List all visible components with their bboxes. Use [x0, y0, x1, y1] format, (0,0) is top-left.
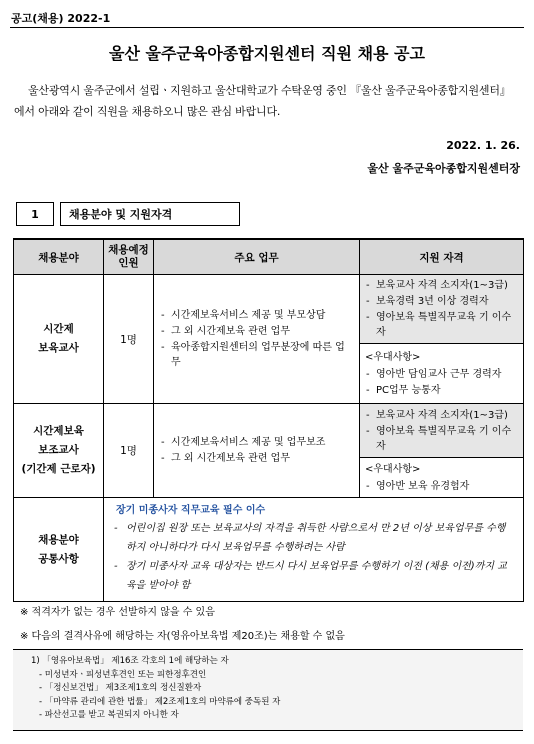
table-row — [14, 275, 524, 344]
list-item: - 육아종합지원센터의 업무분장에 따른 업무 — [160, 340, 353, 370]
table-row — [14, 404, 524, 458]
note-disqualification: ※ 다음의 결격사유에 해당하는 자(영유아보육법 제20조)는 채용할 수 없음 — [20, 631, 345, 642]
count-cell: 1명 — [104, 404, 154, 498]
disqualification-heading: 1) 「영유아보육법」 제16조 각호의 1에 해당하는 자 — [31, 656, 229, 666]
list-item: - PC업무 능통자 — [365, 383, 518, 398]
list-item: - 시간제보육서비스 제공 및 업무보조 — [160, 435, 353, 450]
recruitment-table — [13, 238, 524, 602]
list-item: - 장기 미종사자 교육 대상자는 반드시 다시 보육업무를 수행하기 이전 (채용 이전)까지 교육을 받아야 함 — [112, 557, 515, 595]
section-title: 채용분야 및 지원자격 — [60, 202, 240, 226]
list-item: - 그 외 시간제보육 관련 업무 — [160, 324, 353, 339]
duties-cell — [154, 275, 360, 404]
header-duties: 주요 업무 — [154, 239, 360, 275]
preferred-qualifications-cell — [360, 458, 524, 498]
required-qualifications-cell — [360, 404, 524, 458]
intro-paragraph: 울산광역시 울주군에서 설립ㆍ지원하고 울산대학교가 수탁운영 중인 『울산 울주군육아종합지원센터』에서 아래와 같이 직원을 채용하오니 많은 관심 바랍니다. — [14, 84, 511, 118]
required-qualifications-cell — [360, 275, 524, 344]
list-item: - 영아보육 특별직무교육 기 이수자 — [365, 424, 518, 454]
document-label: 공고(채용) 2022-1 — [11, 12, 111, 25]
list-item: - 보육경력 3년 이상 경력자 — [365, 294, 518, 309]
preferred-qualifications-cell — [360, 344, 524, 404]
list-item: - 시간제보육서비스 제공 및 부모상담 — [160, 308, 353, 323]
count-cell: 1명 — [104, 275, 154, 404]
preferred-label: <우대사항> — [365, 351, 421, 363]
category-cell: 시간제 보육교사 — [14, 275, 104, 404]
disqualification-box — [13, 649, 523, 731]
list-item: - 보육교사 자격 소지자(1~3급) — [365, 408, 518, 423]
list-item: - 미성년자ㆍ피성년후견인 또는 피한정후견인 — [39, 669, 207, 680]
list-item: - 영아반 보육 유경험자 — [365, 479, 518, 494]
list-item: - 「정신보건법」 제3조제1호의 정신질환자 — [39, 683, 202, 693]
category-cell: 채용분야 공통사항 — [14, 498, 104, 602]
table-row-common — [14, 498, 524, 602]
common-heading: 장기 미종사자 직무교육 필수 이수 — [116, 505, 266, 516]
list-item: - 영아반 담임교사 근무 경력자 — [365, 367, 518, 382]
list-item: - 파산선고를 받고 복권되지 아니한 자 — [39, 710, 179, 720]
page-title: 울산 울주군육아종합지원센터 직원 채용 공고 — [109, 44, 425, 63]
category-cell: 시간제보육 보조교사 (기간제 근로자) — [14, 404, 104, 498]
section-number: 1 — [16, 202, 54, 226]
header-count: 채용예정 인원 — [104, 239, 154, 275]
list-item: - 어린이집 원장 또는 보육교사의 자격을 취득한 사람으로서 만 2년 이상 보육업무를 수행하지 아니하다가 다시 보육업무를 수행하려는 사람 — [112, 519, 515, 557]
list-item: - 「마약류 관리에 관한 법률」 제2조제1호의 마약류에 중독된 자 — [39, 696, 281, 707]
top-divider — [10, 27, 524, 28]
announcement-date: 2022. 1. 26. — [446, 139, 520, 152]
list-item: - 그 외 시간제보육 관련 업무 — [160, 451, 353, 466]
header-category: 채용분야 — [14, 239, 104, 275]
list-item: - 보육교사 자격 소지자(1~3급) — [365, 278, 518, 293]
table-header-row — [14, 239, 524, 275]
header-qualifications: 지원 자격 — [360, 239, 524, 275]
issuer-name: 울산 울주군육아종합지원센터장 — [367, 162, 520, 175]
list-item: - 영아보육 특별직무교육 기 이수자 — [365, 310, 518, 340]
note-selection: ※ 적격자가 없는 경우 선발하지 않을 수 있음 — [20, 607, 215, 618]
preferred-label: <우대사항> — [365, 463, 421, 475]
common-requirements-cell — [104, 498, 524, 602]
duties-cell — [154, 404, 360, 498]
